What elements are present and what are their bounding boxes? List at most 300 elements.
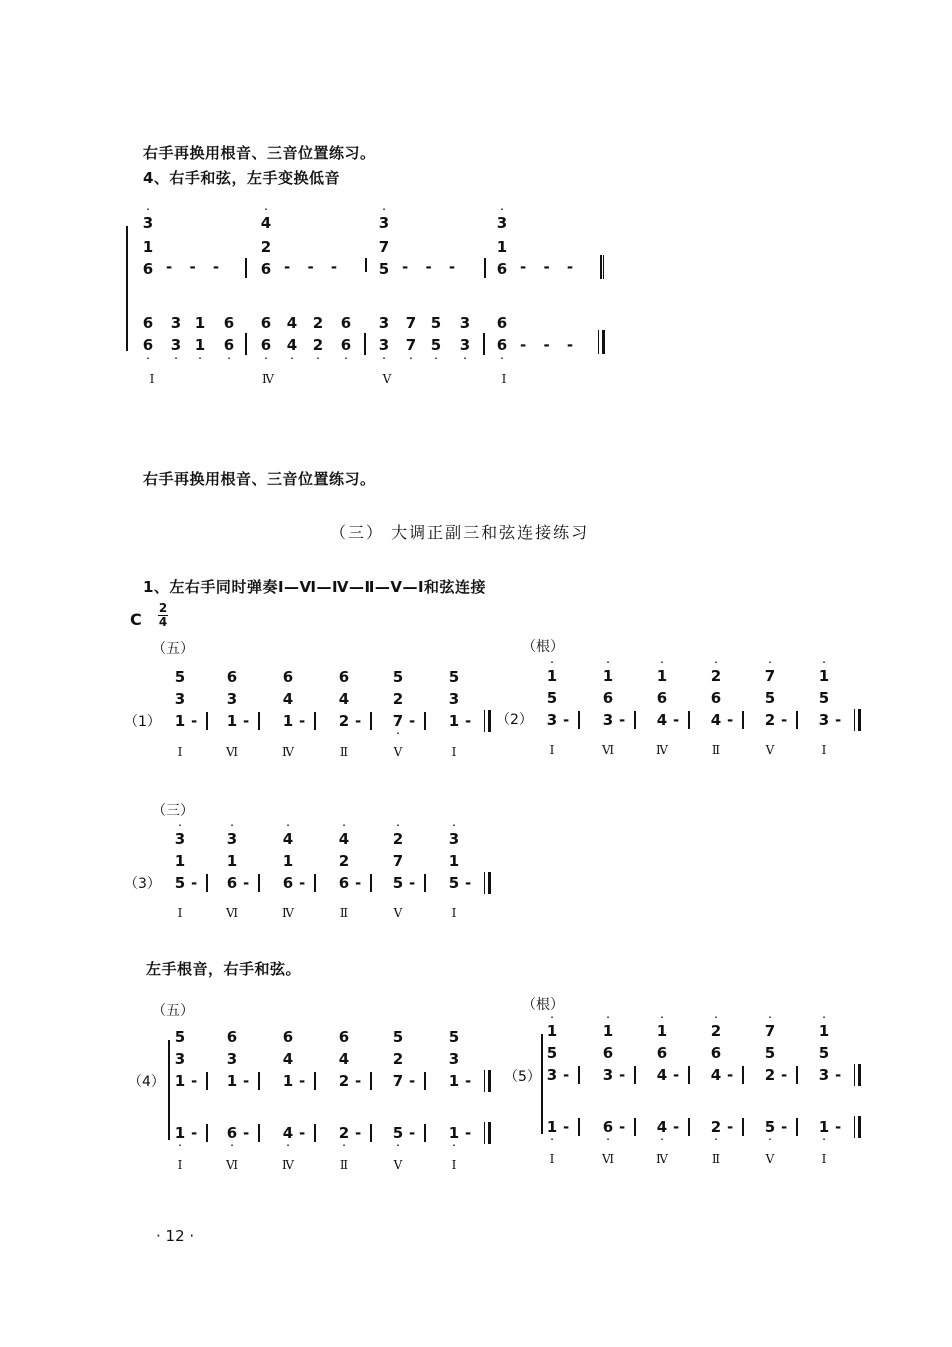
final-bar-thick — [602, 330, 605, 354]
note-top: 7 — [764, 667, 776, 685]
final-bar-thick — [858, 1064, 861, 1086]
note-bot: 5 — [448, 874, 460, 892]
note-top: 2 — [710, 667, 722, 685]
sustain-dashes: - - - — [520, 336, 580, 354]
final-bar-thick — [858, 1116, 861, 1138]
note-right-top: 3 — [496, 214, 508, 232]
note-bot: 3 — [818, 711, 830, 729]
note-right-bot: 6 — [260, 260, 272, 278]
roman-numeral: Ⅰ — [549, 743, 555, 757]
sustain-dash: - — [465, 1124, 472, 1142]
note-top: 1 — [546, 1022, 558, 1040]
roman-numeral: Ⅵ — [601, 1152, 615, 1166]
octave-dot-low: · — [290, 354, 294, 363]
sustain-dash: - — [243, 1124, 250, 1142]
roman-numeral: Ⅰ — [501, 372, 507, 386]
bar-line — [314, 1072, 316, 1090]
roman-numeral: Ⅱ — [711, 1152, 721, 1166]
bar-line — [483, 333, 485, 355]
label-root-position-1: （根） — [522, 639, 564, 655]
note-right-mid: 7 — [378, 238, 390, 256]
note-left-line1: 4 — [286, 314, 298, 332]
note-bass: 1 — [546, 1118, 558, 1136]
sustain-dash: - — [299, 712, 306, 730]
instruction-line-2: 4、右手和弦，左手变换低音 — [143, 169, 340, 187]
final-bar-thin — [484, 1070, 485, 1092]
note-top: 6 — [282, 668, 294, 686]
final-bar-thick — [488, 872, 491, 894]
bar-line — [578, 711, 580, 729]
bar-line — [370, 1124, 372, 1142]
note-bass: 2 — [338, 1124, 350, 1142]
note-right-mid: 1 — [142, 238, 154, 256]
note-left-line2: 1 — [194, 336, 206, 354]
octave-dot-high: · — [768, 658, 772, 667]
note-left-line2: 6 — [223, 336, 235, 354]
sustain-dash: - — [835, 711, 842, 729]
note-mid: 2 — [392, 690, 404, 708]
octave-dot-high: · — [768, 1013, 772, 1022]
sustain-dashes: - - - — [284, 258, 344, 276]
roman-numeral: Ⅴ — [393, 745, 403, 759]
grand-staff-brace — [168, 1040, 170, 1140]
octave-dot-high: · — [452, 821, 456, 830]
octave-dot-low: · — [316, 354, 320, 363]
grand-staff-brace — [126, 226, 128, 351]
octave-dot-low: · — [660, 1135, 664, 1144]
note-top: 3 — [226, 830, 238, 848]
sustain-dash: - — [409, 874, 416, 892]
sustain-dash: - — [619, 711, 626, 729]
roman-numeral: Ⅰ — [149, 372, 155, 386]
sustain-dash: - — [465, 712, 472, 730]
note-bot: 4 — [656, 1066, 668, 1084]
note-left-line2: 6 — [340, 336, 352, 354]
note-mid: 6 — [656, 1044, 668, 1062]
bar-line — [314, 712, 316, 730]
note-top: 3 — [174, 830, 186, 848]
sustain-dash: - — [673, 1066, 680, 1084]
roman-numeral: Ⅱ — [339, 745, 349, 759]
final-bar-thin — [854, 1064, 855, 1086]
note-left-line1: 3 — [459, 314, 471, 332]
note-bass: 1 — [818, 1118, 830, 1136]
note-mid: 2 — [338, 852, 350, 870]
time-signature — [158, 602, 168, 629]
octave-dot-high: · — [550, 658, 554, 667]
bar-line — [424, 712, 426, 730]
note-mid: 4 — [282, 1050, 294, 1068]
octave-dot-high: · — [396, 821, 400, 830]
octave-dot-low: · — [396, 729, 400, 738]
note-mid: 6 — [602, 689, 614, 707]
sustain-dash: - — [243, 1072, 250, 1090]
note-mid: 5 — [818, 1044, 830, 1062]
octave-dot-high: · — [714, 658, 718, 667]
note-top: 1 — [602, 667, 614, 685]
note-mid: 1 — [282, 852, 294, 870]
roman-numeral: Ⅵ — [225, 906, 239, 920]
bar-line — [206, 874, 208, 892]
bar-line — [206, 1124, 208, 1142]
note-left-line1: 6 — [340, 314, 352, 332]
octave-dot-high: · — [714, 1013, 718, 1022]
octave-dot-low: · — [500, 354, 504, 363]
note-top: 1 — [602, 1022, 614, 1040]
roman-numeral: Ⅰ — [549, 1152, 555, 1166]
bar-line — [634, 1066, 636, 1084]
note-mid: 6 — [710, 689, 722, 707]
note-top: 4 — [338, 830, 350, 848]
roman-numeral: Ⅱ — [339, 1158, 349, 1172]
sustain-dash: - — [619, 1118, 626, 1136]
note-left-line2: 6 — [142, 336, 154, 354]
sustain-dash: - — [673, 711, 680, 729]
final-bar-thin — [484, 872, 485, 894]
bar-line — [314, 1124, 316, 1142]
roman-numeral: Ⅰ — [177, 906, 183, 920]
note-top: 6 — [338, 668, 350, 686]
note-bot: 7 — [392, 1072, 404, 1090]
note-left-line2: 3 — [378, 336, 390, 354]
note-bot: 3 — [546, 711, 558, 729]
note-top: 2 — [392, 830, 404, 848]
bar-line — [314, 874, 316, 892]
note-right-mid: 1 — [496, 238, 508, 256]
note-top: 7 — [764, 1022, 776, 1040]
sustain-dash: - — [781, 1066, 788, 1084]
note-mid: 4 — [338, 690, 350, 708]
label-fifth-position-2: （五） — [152, 1003, 194, 1019]
octave-dot-low: · — [463, 354, 467, 363]
roman-numeral: Ⅳ — [656, 743, 668, 757]
roman-numeral: Ⅳ — [282, 906, 294, 920]
note-mid: 5 — [818, 689, 830, 707]
note-mid: 3 — [174, 690, 186, 708]
octave-dot-low: · — [146, 354, 150, 363]
final-bar-thick — [488, 1122, 491, 1144]
note-left-line1: 6 — [260, 314, 272, 332]
octave-dot-low: · — [409, 354, 413, 363]
note-top: 5 — [392, 1028, 404, 1046]
note-mid: 3 — [448, 690, 460, 708]
note-left-line1: 5 — [430, 314, 442, 332]
octave-dot-high: · — [230, 821, 234, 830]
page-number: · 12 · — [156, 1227, 195, 1245]
note-bass: 4 — [282, 1124, 294, 1142]
label-root-position-2: （根） — [522, 997, 564, 1013]
label-third-position: （三） — [152, 803, 194, 819]
note-bot: 2 — [338, 712, 350, 730]
sustain-dash: - — [409, 1124, 416, 1142]
exercise-label-3: （3） — [124, 876, 161, 892]
bar-line — [742, 1066, 744, 1084]
roman-numeral: Ⅵ — [601, 743, 615, 757]
note-mid: 1 — [448, 852, 460, 870]
roman-numeral: Ⅰ — [451, 745, 457, 759]
note-mid: 3 — [226, 1050, 238, 1068]
bar-line — [796, 1066, 798, 1084]
bar-line — [424, 1072, 426, 1090]
sustain-dash: - — [727, 1066, 734, 1084]
octave-dot-low: · — [198, 354, 202, 363]
sustain-dash: - — [835, 1118, 842, 1136]
note-left-line1: 2 — [312, 314, 324, 332]
bar-line — [245, 333, 247, 355]
note-top: 1 — [546, 667, 558, 685]
octave-dot-low: · — [382, 354, 386, 363]
note-left-line2: 6 — [496, 336, 508, 354]
note-top: 5 — [174, 668, 186, 686]
octave-dot-low: · — [452, 1141, 456, 1150]
note-bot: 1 — [226, 1072, 238, 1090]
octave-dot-high: · — [264, 205, 268, 214]
note-left-line2: 3 — [170, 336, 182, 354]
note-bot: 5 — [392, 874, 404, 892]
note-mid: 6 — [656, 689, 668, 707]
instruction-line-1: 右手再换用根音、三音位置练习。 — [143, 144, 376, 162]
note-mid: 7 — [392, 852, 404, 870]
octave-dot-high: · — [500, 205, 504, 214]
note-left-line2: 7 — [405, 336, 417, 354]
sustain-dashes: - - - — [520, 258, 580, 276]
bar-line — [370, 874, 372, 892]
sustain-dash: - — [835, 1066, 842, 1084]
octave-dot-high: · — [822, 658, 826, 667]
octave-dot-low: · — [230, 1141, 234, 1150]
time-numerator: 2 — [158, 601, 168, 615]
final-bar-thick — [488, 1070, 491, 1092]
key-signature: C — [130, 610, 142, 629]
bar-line — [634, 711, 636, 729]
bar-line — [484, 258, 486, 278]
roman-numeral: Ⅳ — [282, 1158, 294, 1172]
grand-staff-brace — [541, 1034, 543, 1134]
note-bass: 6 — [602, 1118, 614, 1136]
sustain-dash: - — [355, 1124, 362, 1142]
bar-line — [578, 1066, 580, 1084]
sustain-dash: - — [409, 1072, 416, 1090]
roman-numeral: Ⅰ — [821, 1152, 827, 1166]
final-bar-thick — [858, 709, 861, 731]
octave-dot-low: · — [227, 354, 231, 363]
octave-dot-high: · — [550, 1013, 554, 1022]
note-bot: 4 — [710, 1066, 722, 1084]
item-1-title: 1、左右手同时弹奏Ⅰ—Ⅵ—Ⅳ—Ⅱ—Ⅴ—Ⅰ和弦连接 — [143, 578, 487, 596]
roman-numeral: Ⅰ — [177, 745, 183, 759]
sustain-dash: - — [355, 874, 362, 892]
sustain-dash: - — [781, 711, 788, 729]
note-bot: 1 — [174, 1072, 186, 1090]
sustain-dashes: - - - — [166, 258, 226, 276]
final-bar-thin — [598, 330, 599, 354]
octave-dot-low: · — [606, 1135, 610, 1144]
octave-dot-high: · — [178, 821, 182, 830]
note-bot: 1 — [226, 712, 238, 730]
final-bar-thin — [854, 1116, 855, 1138]
note-left-line1: 7 — [405, 314, 417, 332]
note-left-line1: 6 — [142, 314, 154, 332]
roman-numeral: Ⅳ — [282, 745, 294, 759]
octave-dot-high: · — [342, 821, 346, 830]
bar-line — [688, 711, 690, 729]
note-bass: 6 — [226, 1124, 238, 1142]
bar-line — [578, 1118, 580, 1136]
octave-dot-high: · — [606, 1013, 610, 1022]
note-top: 1 — [656, 667, 668, 685]
sustain-dash: - — [465, 874, 472, 892]
note-bot: 5 — [174, 874, 186, 892]
bar-line — [424, 874, 426, 892]
note-top: 1 — [818, 1022, 830, 1040]
sustain-dash: - — [673, 1118, 680, 1136]
octave-dot-low: · — [714, 1135, 718, 1144]
octave-dot-low: · — [264, 354, 268, 363]
roman-numeral: Ⅰ — [177, 1158, 183, 1172]
sustain-dash: - — [727, 1118, 734, 1136]
exercise-label-5: （5） — [504, 1069, 541, 1085]
bar-line — [364, 333, 366, 355]
note-left-line1: 6 — [223, 314, 235, 332]
note-bot: 6 — [282, 874, 294, 892]
sustain-dash: - — [355, 1072, 362, 1090]
octave-dot-low: · — [396, 1141, 400, 1150]
note-left-line2: 6 — [260, 336, 272, 354]
bar-line — [742, 1118, 744, 1136]
note-bot: 2 — [338, 1072, 350, 1090]
note-bot: 3 — [602, 711, 614, 729]
note-left-line2: 2 — [312, 336, 324, 354]
note-bot: 1 — [448, 712, 460, 730]
note-bot: 1 — [282, 712, 294, 730]
octave-dot-high: · — [606, 658, 610, 667]
note-right-top: 3 — [378, 214, 390, 232]
note-top: 5 — [448, 668, 460, 686]
note-mid: 3 — [174, 1050, 186, 1068]
note-bot: 1 — [282, 1072, 294, 1090]
sustain-dash: - — [781, 1118, 788, 1136]
octave-dot-low: · — [550, 1135, 554, 1144]
note-left-line1: 3 — [378, 314, 390, 332]
octave-dot-low: · — [174, 354, 178, 363]
note-mid: 1 — [174, 852, 186, 870]
note-top: 6 — [226, 668, 238, 686]
roman-numeral: Ⅵ — [225, 745, 239, 759]
note-bot: 4 — [710, 711, 722, 729]
sustain-dashes: - - - — [402, 258, 462, 276]
note-right-bot: 6 — [496, 260, 508, 278]
note-top: 5 — [448, 1028, 460, 1046]
note-bot: 6 — [338, 874, 350, 892]
instruction-line-3: 右手再换用根音、三音位置练习。 — [143, 470, 376, 488]
sustain-dash: - — [299, 874, 306, 892]
sustain-dash: - — [409, 712, 416, 730]
note-right-top: 3 — [142, 214, 154, 232]
roman-numeral: Ⅴ — [382, 372, 392, 386]
sustain-dash: - — [563, 1066, 570, 1084]
final-bar-thin — [854, 709, 855, 731]
bar-line — [796, 711, 798, 729]
note-mid: 4 — [338, 1050, 350, 1068]
note-left-line1: 1 — [194, 314, 206, 332]
sustain-dash: - — [355, 712, 362, 730]
roman-numeral: Ⅴ — [765, 743, 775, 757]
note-mid: 5 — [764, 1044, 776, 1062]
roman-numeral: Ⅰ — [451, 906, 457, 920]
note-mid: 1 — [226, 852, 238, 870]
sustain-dash: - — [191, 1072, 198, 1090]
octave-dot-high: · — [382, 205, 386, 214]
bar-line — [258, 1124, 260, 1142]
note-left-line1: 6 — [496, 314, 508, 332]
bar-line-end — [603, 255, 604, 279]
sustain-dash: - — [243, 712, 250, 730]
roman-numeral: Ⅱ — [711, 743, 721, 757]
note-bass: 1 — [174, 1124, 186, 1142]
octave-dot-low: · — [434, 354, 438, 363]
note-mid: 2 — [392, 1050, 404, 1068]
bar-line — [258, 712, 260, 730]
final-bar-thin — [484, 710, 485, 732]
bar-line — [796, 1118, 798, 1136]
octave-dot-high: · — [286, 821, 290, 830]
octave-dot-low: · — [822, 1135, 826, 1144]
final-bar-thin — [484, 1122, 485, 1144]
label-fifth-position-1: （五） — [152, 641, 194, 657]
note-right-mid: 2 — [260, 238, 272, 256]
roman-numeral: Ⅴ — [765, 1152, 775, 1166]
bar-line — [245, 258, 247, 278]
octave-dot-high: · — [146, 205, 150, 214]
roman-numeral: Ⅵ — [225, 1158, 239, 1172]
note-bot: 6 — [226, 874, 238, 892]
bar-line — [688, 1066, 690, 1084]
section-title: （三） 大调正副三和弦连接练习 — [330, 523, 590, 542]
bar-line — [206, 712, 208, 730]
time-denominator: 4 — [158, 615, 168, 629]
note-bass: 2 — [710, 1118, 722, 1136]
note-mid: 3 — [448, 1050, 460, 1068]
roman-numeral: Ⅴ — [393, 1158, 403, 1172]
note-bass: 5 — [764, 1118, 776, 1136]
sustain-dash: - — [299, 1072, 306, 1090]
sustain-dash: - — [191, 1124, 198, 1142]
octave-dot-high: · — [660, 1013, 664, 1022]
final-bar-thick — [488, 710, 491, 732]
note-left-line2: 3 — [459, 336, 471, 354]
instruction-line-4: 左手根音，右手和弦。 — [146, 960, 302, 978]
note-left-line2: 4 — [286, 336, 298, 354]
bar-line — [424, 1124, 426, 1142]
note-mid: 3 — [226, 690, 238, 708]
sustain-dash: - — [191, 874, 198, 892]
sustain-dash: - — [563, 1118, 570, 1136]
note-right-top: 4 — [260, 214, 272, 232]
note-right-bot: 5 — [378, 260, 390, 278]
bar-line — [206, 1072, 208, 1090]
bar-line-end — [600, 255, 602, 279]
note-bot: 2 — [764, 711, 776, 729]
note-top: 6 — [226, 1028, 238, 1046]
bar-line — [370, 1072, 372, 1090]
sustain-dash: - — [619, 1066, 626, 1084]
roman-numeral: Ⅰ — [821, 743, 827, 757]
note-bass: 4 — [656, 1118, 668, 1136]
note-top: 2 — [710, 1022, 722, 1040]
note-bot: 7 — [392, 712, 404, 730]
bar-line — [742, 711, 744, 729]
note-mid: 4 — [282, 690, 294, 708]
